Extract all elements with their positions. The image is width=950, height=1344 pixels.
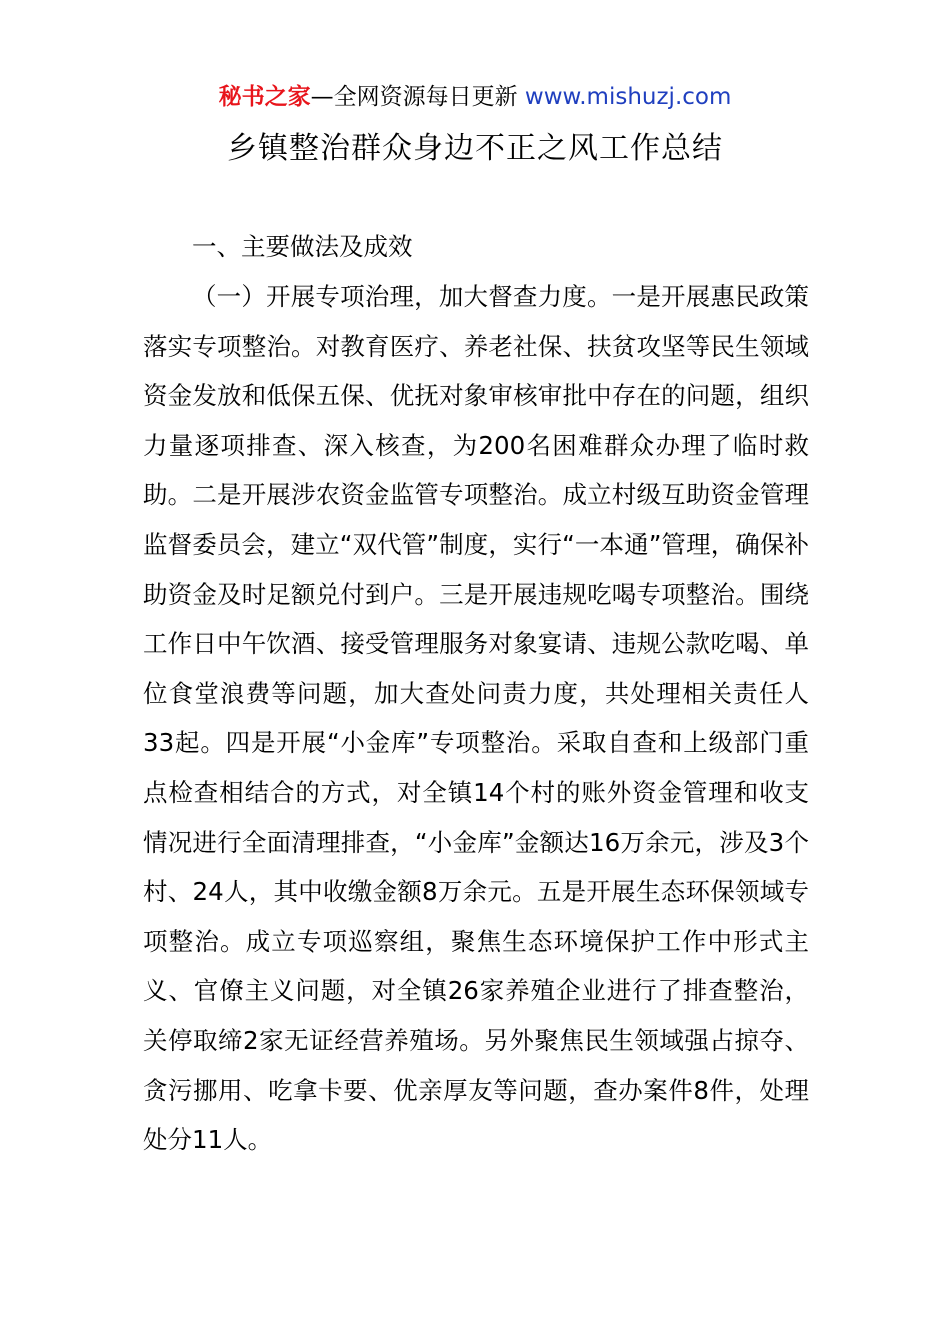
document-title: 乡镇整治群众身边不正之风工作总结 — [227, 131, 723, 166]
brand-name: 秘书之家 — [218, 84, 311, 110]
banner-tagline: —全网资源每日更新 — [310, 84, 525, 110]
site-url[interactable]: www.mishuzj.com — [524, 84, 732, 110]
site-banner — [0, 80, 950, 114]
body-paragraph: （一）开展专项治理，加大督查力度。一是开展惠民政策落实专项整治。对教育医疗、养老社保、扶贫攻坚等民生领域资金发放和低保五保、优抚对象审核审批中存在的问题，组织力量逐项排查、深入核查，为200名困难群众办理了临时救助。二是开展涉农资金监管专项整治。成立村级互助资金管理监督委员会，建立“双代管”制度，实行“一本通”管理，确保补助资金及时足额兑付到户。三是开展违规吃喝专项整治。围绕工作日中午饮酒、接受管理服务对象宴请、违规公款吃喝、单位食堂浪费等问题，加大查处问责力度，共处理相关责任人33起。四是开展“小金库”专项整治。采取自查和上级部门重点检查相结合的方式，对全镇14个村的账外资金管理和收支情况进行全面清理排查，“小金库”金额达16万余元，涉及3个村、24人，其中收缴金额8万余元。五是开展生态环保领域专项整治。成立专项巡察组，聚焦生态环境保护工作中形式主义、官僚主义问题，对全镇26家养殖企业进行了排查整治，关停取缔2家无证经营养殖场。另外聚焦民生领域强占掠夺、贪污挪用、吃拿卡要、优亲厚友等问题，查办案件8件，处理处分11人。 — [143, 282, 809, 1155]
section-heading: 一、主要做法及成效 — [192, 232, 413, 261]
